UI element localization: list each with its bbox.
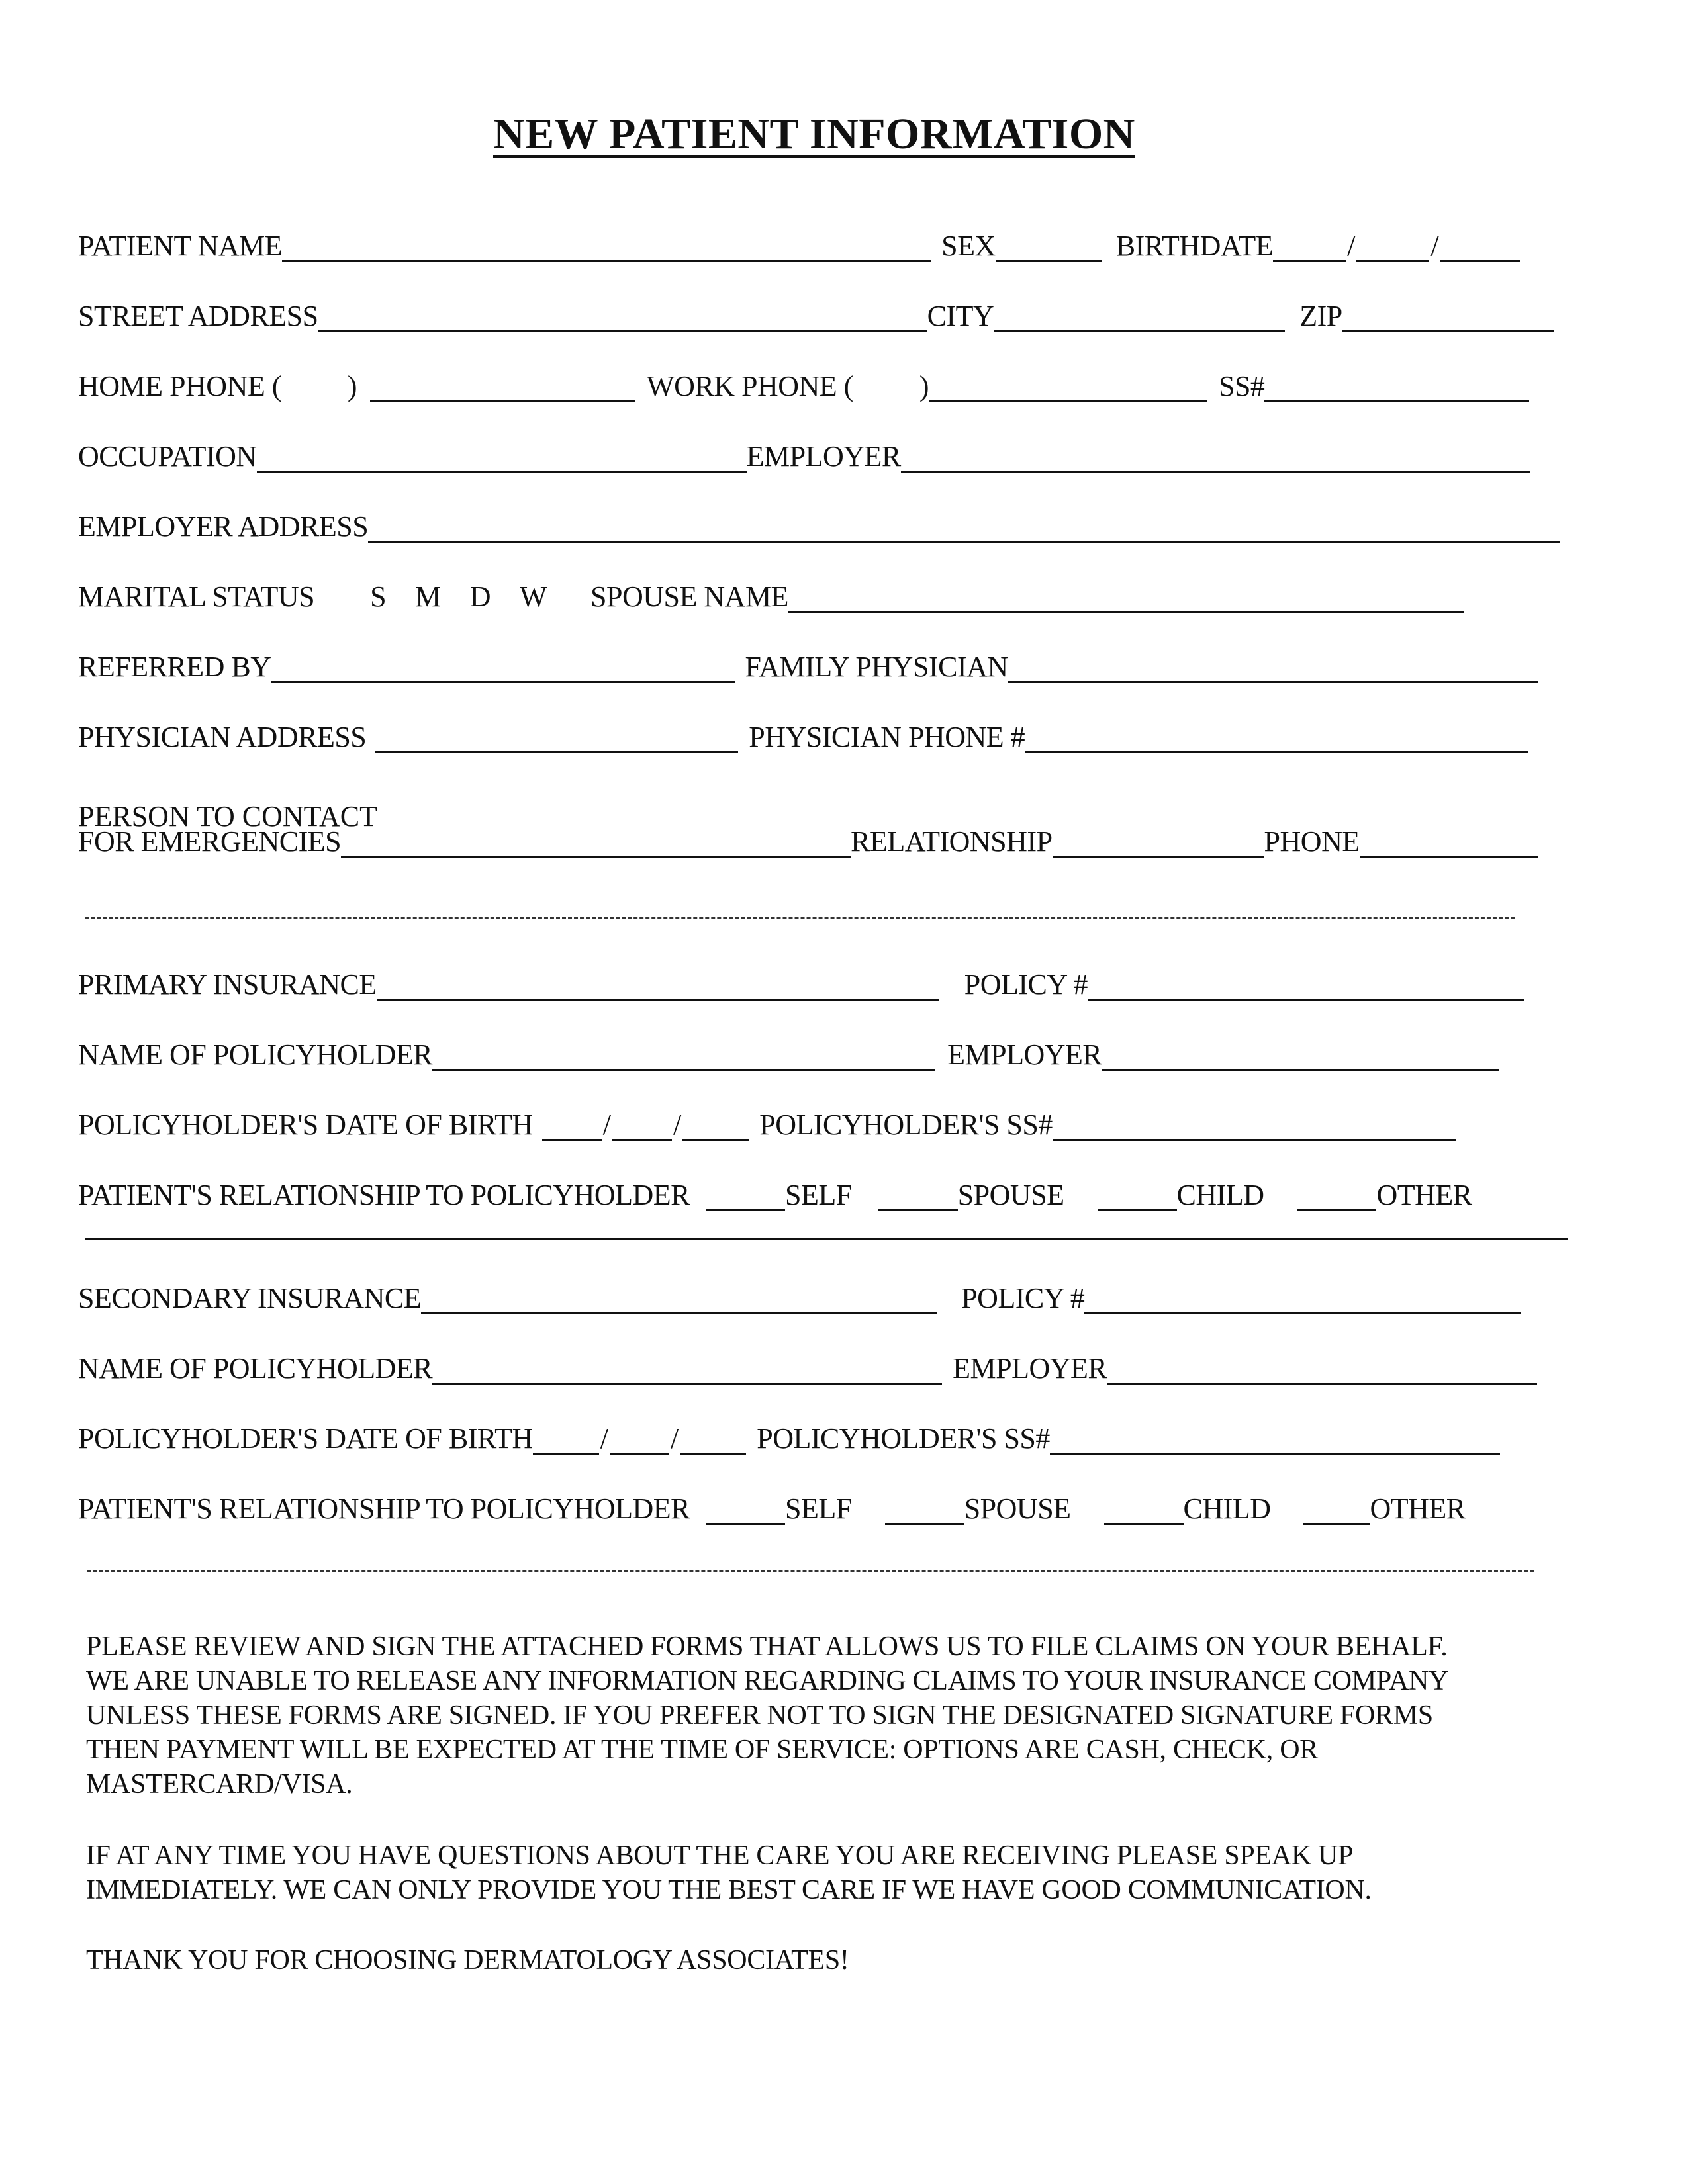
notice-line: IMMEDIATELY. WE CAN ONLY PROVIDE YOU THE BEST CARE IF WE HAVE GOOD COMMUNICATION.: [86, 1875, 1372, 1905]
secondary-employer-field[interactable]: [1107, 1356, 1537, 1385]
row-primary-dob: [78, 1104, 1574, 1144]
street-address-label: STREET ADDRESS: [78, 300, 318, 332]
secondary-policyholder-label: NAME OF POLICYHOLDER: [78, 1352, 433, 1385]
row-secondary-dob: [78, 1418, 1574, 1457]
page-title: NEW PATIENT INFORMATION: [493, 110, 1135, 158]
secondary-self-label: SELF: [785, 1492, 852, 1525]
primary-self-label: SELF: [785, 1179, 852, 1211]
marital-option-d[interactable]: D: [469, 580, 491, 613]
primary-dob-year-field[interactable]: [682, 1113, 749, 1141]
notice-paragraph-2: [86, 1839, 1575, 1907]
notice-line: MASTERCARD/VISA.: [86, 1769, 353, 1799]
notice-line: THEN PAYMENT WILL BE EXPECTED AT THE TIME OF SERVICE: OPTIONS ARE CASH, CHECK, OR: [86, 1735, 1318, 1765]
primary-other-field[interactable]: [1297, 1183, 1376, 1211]
primary-dob-label: POLICYHOLDER'S DATE OF BIRTH: [78, 1109, 533, 1141]
section-divider-dashed: [87, 1570, 1534, 1572]
employer-address-field[interactable]: [368, 514, 1560, 543]
primary-other-label: OTHER: [1376, 1179, 1472, 1211]
row-primary-policyholder: [78, 1034, 1574, 1073]
physician-phone-label: PHYSICIAN PHONE #: [749, 721, 1025, 753]
secondary-child-label: CHILD: [1183, 1492, 1271, 1525]
relationship-field[interactable]: [1053, 829, 1264, 858]
secondary-ss-field[interactable]: [1050, 1426, 1500, 1455]
work-phone-close-paren: ): [919, 370, 929, 402]
secondary-spouse-label: SPOUSE: [964, 1492, 1071, 1525]
date-separator: /: [1430, 230, 1439, 262]
secondary-insurance-field[interactable]: [421, 1286, 937, 1314]
row-address: [78, 295, 1574, 335]
secondary-dob-label: POLICYHOLDER'S DATE OF BIRTH: [78, 1422, 533, 1455]
zip-label: ZIP: [1299, 300, 1342, 332]
secondary-employer-label: EMPLOYER: [953, 1352, 1107, 1385]
row-physician: [78, 716, 1574, 756]
emergency-contact-field[interactable]: [341, 829, 851, 858]
secondary-self-field[interactable]: [706, 1496, 785, 1525]
home-phone-field[interactable]: [370, 374, 635, 402]
zip-field[interactable]: [1342, 304, 1554, 332]
home-phone-label: HOME PHONE (: [78, 370, 281, 402]
primary-dob-day-field[interactable]: [612, 1113, 672, 1141]
row-secondary-policyholder: [78, 1347, 1574, 1387]
row-secondary-insurance: [78, 1277, 1574, 1317]
marital-option-m[interactable]: M: [415, 580, 441, 613]
row-occupation: [78, 435, 1574, 475]
row-employer-address: [78, 506, 1574, 545]
employer-label: EMPLOYER: [746, 440, 901, 473]
secondary-policyholder-field[interactable]: [432, 1356, 942, 1385]
primary-relationship-label: PATIENT'S RELATIONSHIP TO POLICYHOLDER: [78, 1179, 690, 1211]
primary-policy-label: POLICY #: [964, 968, 1088, 1001]
referred-by-label: REFERRED BY: [78, 651, 271, 683]
primary-ss-field[interactable]: [1053, 1113, 1456, 1141]
birthdate-day-field[interactable]: [1356, 234, 1429, 262]
employer-address-label: EMPLOYER ADDRESS: [78, 510, 369, 543]
emergency-contact-label: FOR EMERGENCIES: [78, 825, 342, 858]
notice-line: UNLESS THESE FORMS ARE SIGNED. IF YOU PREFER NOT TO SIGN THE DESIGNATED SIGNATURE FORMS: [86, 1700, 1433, 1731]
primary-spouse-field[interactable]: [878, 1183, 958, 1211]
primary-policyholder-field[interactable]: [432, 1042, 935, 1071]
physician-address-label: PHYSICIAN ADDRESS: [78, 721, 367, 753]
primary-child-field[interactable]: [1098, 1183, 1177, 1211]
work-phone-field[interactable]: [929, 374, 1207, 402]
city-field[interactable]: [994, 304, 1285, 332]
marital-option-w[interactable]: W: [520, 580, 547, 613]
row-emergency: [78, 821, 1574, 860]
secondary-other-label: OTHER: [1370, 1492, 1466, 1525]
secondary-insurance-label: SECONDARY INSURANCE: [78, 1282, 422, 1314]
primary-employer-field[interactable]: [1102, 1042, 1499, 1071]
primary-employer-label: EMPLOYER: [947, 1038, 1102, 1071]
birthdate-label: BIRTHDATE: [1115, 230, 1274, 262]
patient-name-field[interactable]: [282, 234, 931, 262]
secondary-policy-field[interactable]: [1084, 1286, 1521, 1314]
family-physician-field[interactable]: [1008, 655, 1538, 683]
primary-insurance-label: PRIMARY INSURANCE: [78, 968, 377, 1001]
sex-label: SEX: [941, 230, 996, 262]
referred-by-field[interactable]: [271, 655, 735, 683]
birthdate-year-field[interactable]: [1440, 234, 1520, 262]
relationship-label: RELATIONSHIP: [851, 825, 1053, 858]
section-divider-dashed: [85, 917, 1515, 919]
date-separator: /: [602, 1109, 611, 1141]
city-label: CITY: [927, 300, 994, 332]
marital-status-label: MARITAL STATUS: [78, 580, 315, 613]
secondary-dob-day-field[interactable]: [610, 1426, 669, 1455]
secondary-child-field[interactable]: [1104, 1496, 1184, 1525]
notice-line: PLEASE REVIEW AND SIGN THE ATTACHED FORMS THAT ALLOWS US TO FILE CLAIMS ON YOUR BEHALF.: [86, 1631, 1448, 1662]
primary-policyholder-label: NAME OF POLICYHOLDER: [78, 1038, 433, 1071]
secondary-ss-label: POLICYHOLDER'S SS#: [757, 1422, 1050, 1455]
notice-line: THANK YOU FOR CHOOSING DERMATOLOGY ASSOCIATES!: [86, 1945, 849, 1976]
section-divider-solid: [85, 1238, 1568, 1240]
patient-name-label: PATIENT NAME: [78, 230, 283, 262]
spouse-name-label: SPOUSE NAME: [590, 580, 788, 613]
row-secondary-relationship: [78, 1488, 1574, 1527]
home-phone-close-paren: ): [347, 370, 357, 402]
primary-policy-field[interactable]: [1088, 972, 1524, 1001]
occupation-field[interactable]: [257, 444, 747, 473]
date-separator: /: [600, 1422, 608, 1455]
occupation-label: OCCUPATION: [78, 440, 257, 473]
sex-field[interactable]: [996, 234, 1102, 262]
birthdate-month-field[interactable]: [1273, 234, 1346, 262]
primary-insurance-field[interactable]: [377, 972, 939, 1001]
ss-label: SS#: [1218, 370, 1265, 402]
work-phone-label: WORK PHONE (: [647, 370, 853, 402]
primary-dob-month-field[interactable]: [542, 1113, 602, 1141]
date-separator: /: [673, 1109, 682, 1141]
row-primary-insurance: [78, 964, 1574, 1003]
secondary-spouse-field[interactable]: [885, 1496, 964, 1525]
emergency-phone-field[interactable]: [1360, 829, 1538, 858]
primary-ss-label: POLICYHOLDER'S SS#: [759, 1109, 1053, 1141]
spouse-name-field[interactable]: [788, 584, 1464, 613]
date-separator: /: [1347, 230, 1356, 262]
row-patient-name: [78, 225, 1574, 265]
family-physician-label: FAMILY PHYSICIAN: [745, 651, 1008, 683]
emergency-contact-label-top: PERSON TO CONTACT: [78, 800, 378, 833]
notice-paragraph-1: [86, 1629, 1575, 1801]
primary-self-field[interactable]: [706, 1183, 785, 1211]
primary-spouse-label: SPOUSE: [957, 1179, 1064, 1211]
ss-field[interactable]: [1264, 374, 1529, 402]
notice-line: IF AT ANY TIME YOU HAVE QUESTIONS ABOUT THE CARE YOU ARE RECEIVING PLEASE SPEAK UP: [86, 1841, 1354, 1871]
date-separator: /: [671, 1422, 679, 1455]
emergency-phone-label: PHONE: [1264, 825, 1360, 858]
street-address-field[interactable]: [318, 304, 927, 332]
secondary-dob-month-field[interactable]: [533, 1426, 599, 1455]
primary-child-label: CHILD: [1176, 1179, 1264, 1211]
row-referral: [78, 646, 1574, 686]
thank-you-text: [86, 1943, 1575, 1978]
secondary-relationship-label: PATIENT'S RELATIONSHIP TO POLICYHOLDER: [78, 1492, 690, 1525]
physician-phone-field[interactable]: [1025, 725, 1528, 753]
row-marital: [78, 576, 1574, 615]
secondary-dob-year-field[interactable]: [680, 1426, 746, 1455]
physician-address-field[interactable]: [375, 725, 738, 753]
notice-line: WE ARE UNABLE TO RELEASE ANY INFORMATION REGARDING CLAIMS TO YOUR INSURANCE COMPANY: [86, 1666, 1449, 1696]
secondary-other-field[interactable]: [1303, 1496, 1370, 1525]
employer-field[interactable]: [901, 444, 1530, 473]
secondary-policy-label: POLICY #: [961, 1282, 1085, 1314]
marital-option-s[interactable]: S: [370, 580, 387, 613]
row-phones: [78, 365, 1574, 405]
row-primary-relationship: [78, 1174, 1574, 1214]
